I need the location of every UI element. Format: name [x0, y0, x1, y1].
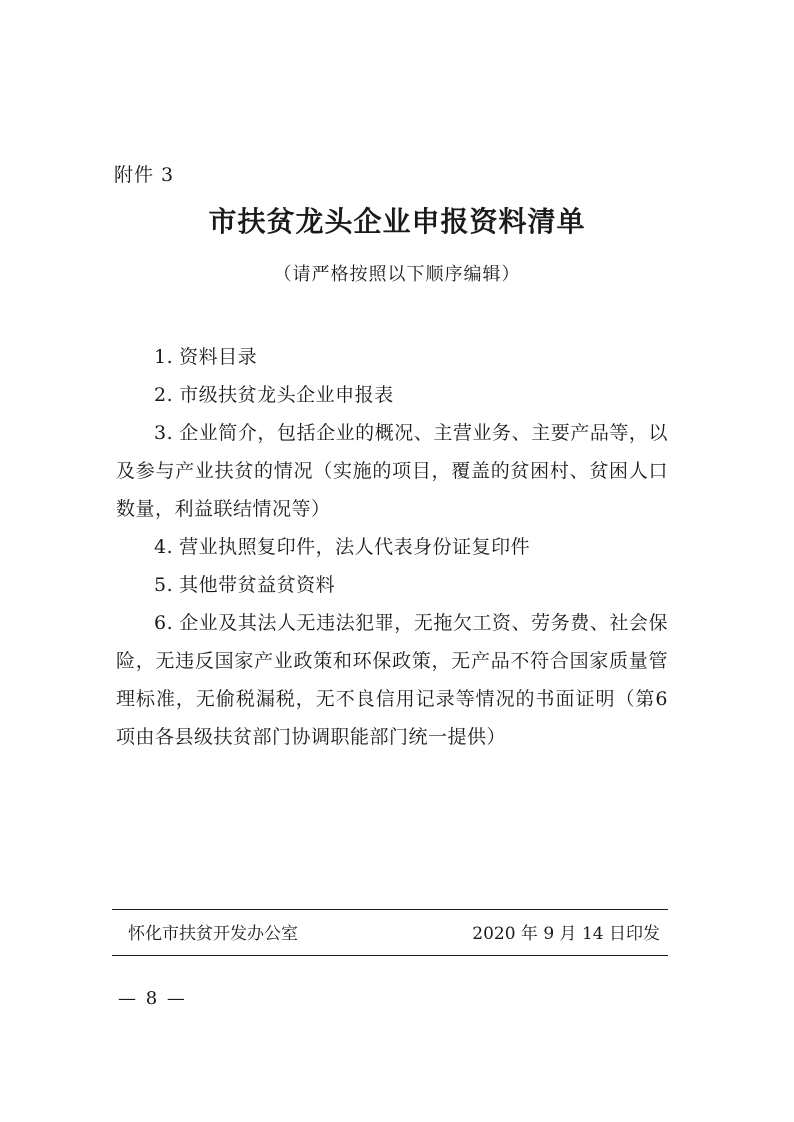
list-item-number: 2.	[154, 384, 174, 406]
list-item-number: 5.	[154, 574, 174, 596]
list-item-number: 3.	[154, 422, 174, 444]
page-number: — 8 —	[118, 988, 187, 1009]
list-item-text: 资料目录	[179, 346, 258, 368]
list-item-text: 企业简介，包括企业的概况、主营业务、主要产品等，以及参与产业扶贫的情况（实施的项目，覆盖的贫困村、贫困人口数量，利益联结情况等）	[116, 422, 668, 520]
list-item-number: 1.	[154, 346, 174, 368]
list-item	[116, 338, 668, 376]
list-item	[116, 414, 668, 528]
list-item-text: 市级扶贫龙头企业申报表	[179, 384, 394, 406]
document-title: 市扶贫龙头企业申报资料清单	[208, 205, 586, 238]
issue-date: 2020 年 9 月 14 日印发	[472, 924, 660, 944]
list-item	[116, 566, 668, 604]
list-item	[116, 604, 668, 756]
list-item-text: 企业及其法人无违法犯罪，无拖欠工资、劳务费、社会保险，无违反国家产业政策和环保政策，无产品不符合国家质量管理标准，无偷税漏税，无不良信用记录等情况的书面证明（第6项由各县级扶贫部门协调职能部门统一提供）	[116, 612, 668, 748]
list-item	[116, 528, 668, 566]
list-item-number: 6.	[154, 612, 174, 634]
list-item-text: 其他带贫益贫资料	[179, 574, 336, 596]
materials-list	[116, 338, 668, 756]
footer-top-divider	[112, 909, 668, 910]
attachment-label: 附件 3	[114, 164, 175, 186]
list-item-text: 营业执照复印件，法人代表身份证复印件	[179, 536, 531, 558]
footer-bottom-divider	[112, 955, 668, 956]
issuing-office: 怀化市扶贫开发办公室	[128, 924, 298, 944]
document-subtitle: （请严格按照以下顺序编辑）	[273, 264, 521, 285]
list-item-number: 4.	[154, 536, 174, 558]
list-item	[116, 376, 668, 414]
